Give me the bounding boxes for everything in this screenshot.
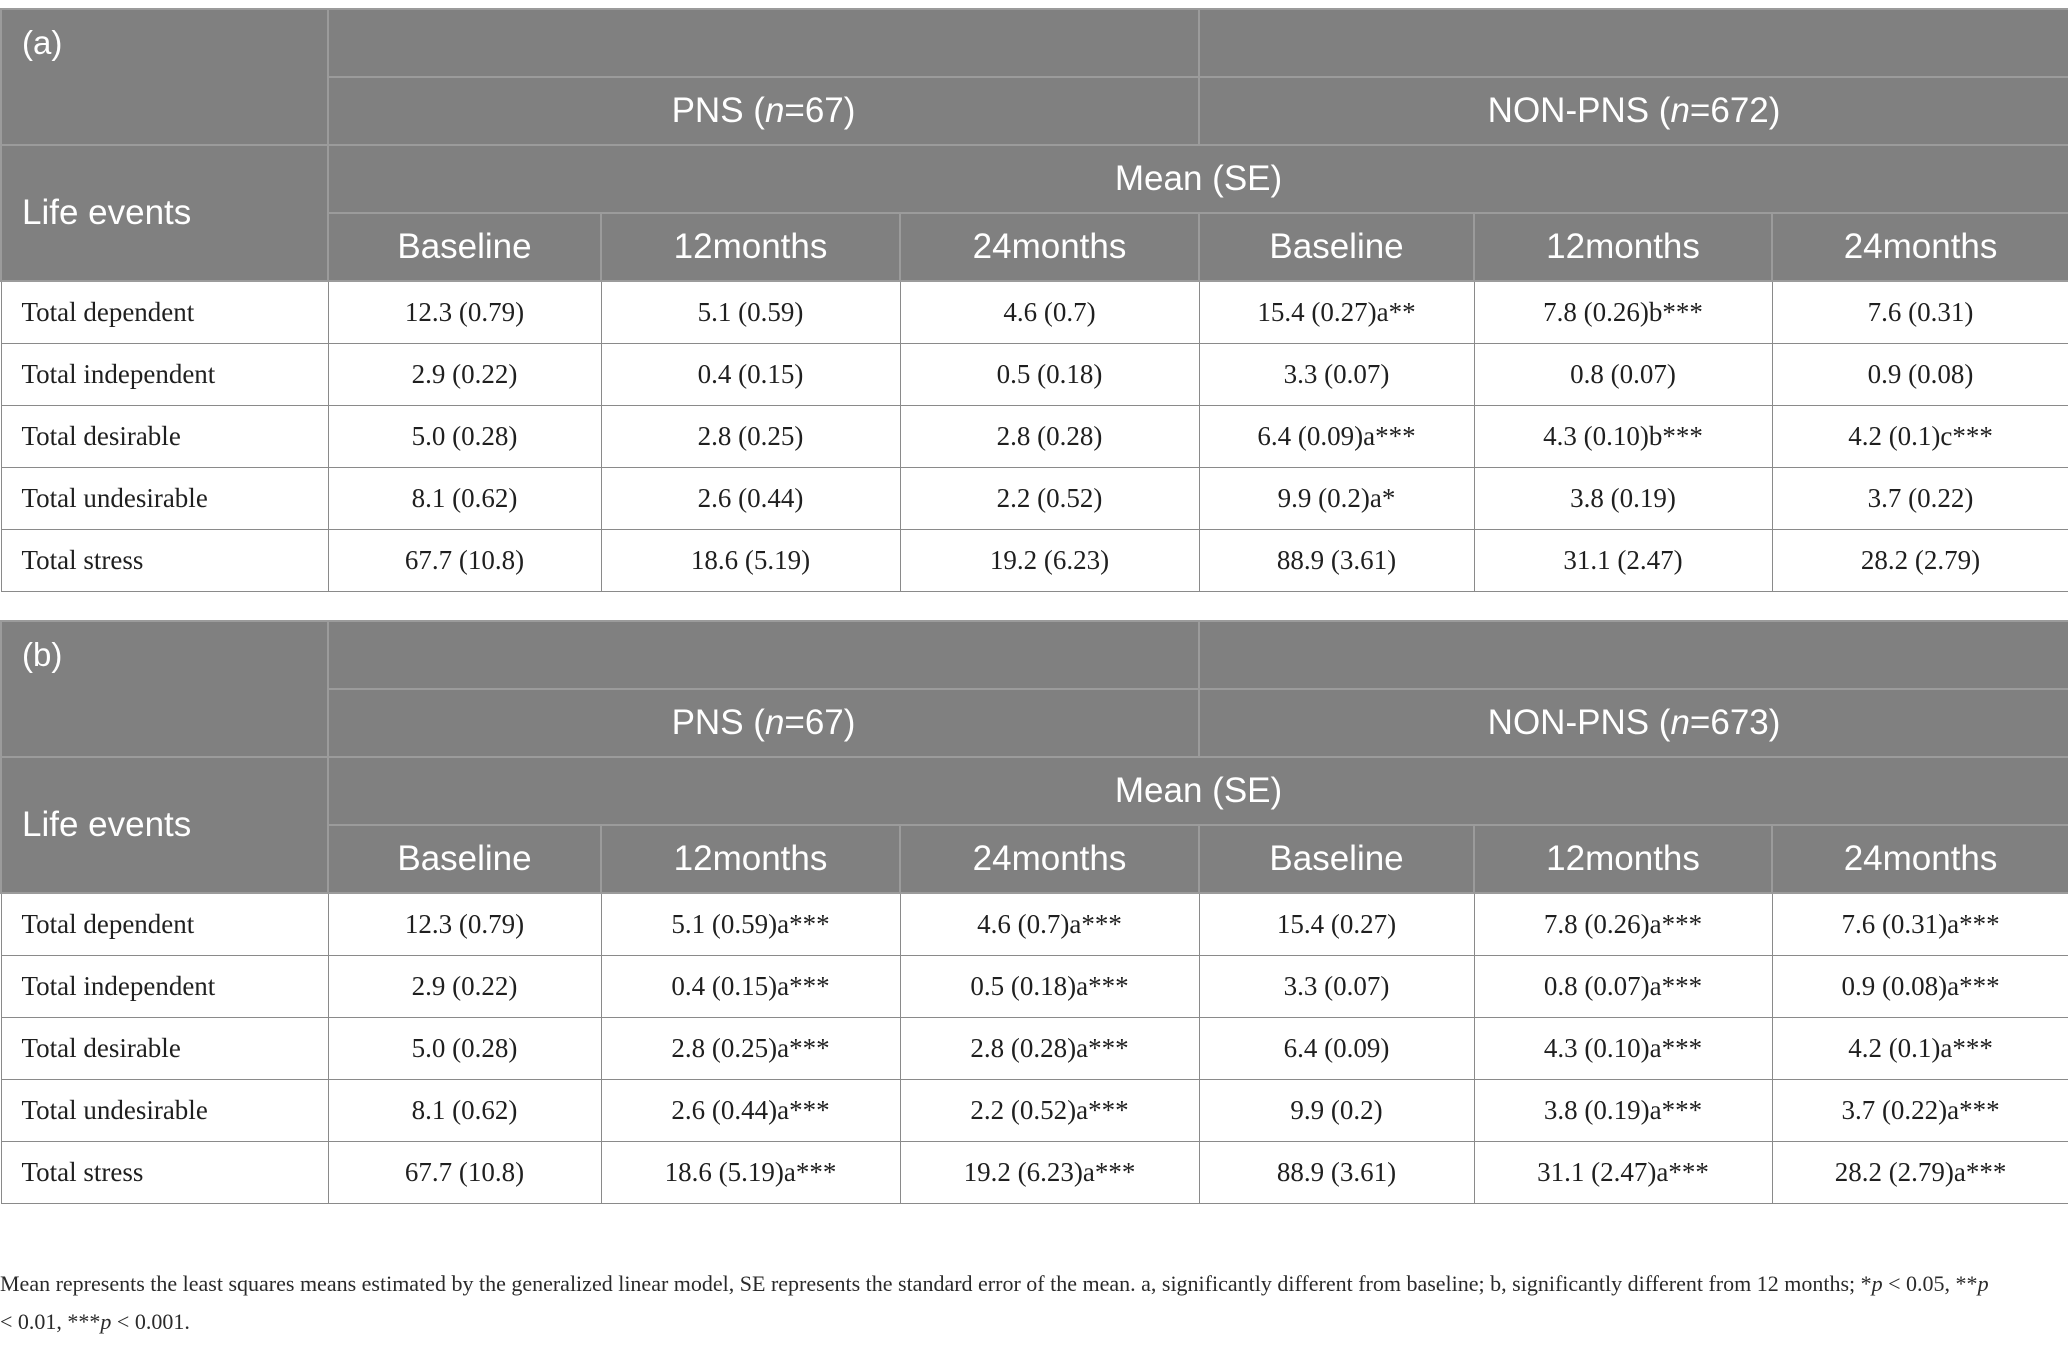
table-cell: 4.6 (0.7)a*** (900, 893, 1199, 955)
table-cell: 0.8 (0.07)a*** (1474, 955, 1772, 1017)
row-label: Total stress (1, 529, 328, 591)
table-cell: 4.2 (0.1)a*** (1772, 1017, 2068, 1079)
row-label: Total desirable (1, 1017, 328, 1079)
table-cell: 2.9 (0.22) (328, 955, 601, 1017)
row-label: Total independent (1, 343, 328, 405)
pns-prefix: PNS ( (671, 91, 765, 130)
non-pns-group-header (1199, 689, 2068, 757)
row-label: Total independent (1, 955, 328, 1017)
table-cell: 3.7 (0.22)a*** (1772, 1079, 2068, 1141)
pns-prefix: PNS ( (671, 703, 765, 742)
table-cell: 2.2 (0.52) (900, 467, 1199, 529)
table-cell: 4.3 (0.10)b*** (1474, 405, 1772, 467)
table-cell: 15.4 (0.27) (1199, 893, 1474, 955)
non-pns-suffix: =672) (1689, 91, 1781, 130)
table-row (1, 955, 2068, 1017)
table-cell: 19.2 (6.23) (900, 529, 1199, 591)
table-cell: 0.8 (0.07) (1474, 343, 1772, 405)
table-row (1, 405, 2068, 467)
table-row (1, 893, 2068, 955)
table-row (1, 343, 2068, 405)
table-cell: 28.2 (2.79)a*** (1772, 1141, 2068, 1203)
column-header: 24months (900, 213, 1199, 281)
table-cell: 7.6 (0.31)a*** (1772, 893, 2068, 955)
table-cell: 0.5 (0.18)a*** (900, 955, 1199, 1017)
pns-group-header (328, 77, 1199, 145)
footnote-p: p (1871, 1271, 1883, 1296)
table-cell: 2.6 (0.44) (601, 467, 900, 529)
table-cell: 6.4 (0.09)a*** (1199, 405, 1474, 467)
table-cell: 2.2 (0.52)a*** (900, 1079, 1199, 1141)
table-row (1, 529, 2068, 591)
table-cell: 4.6 (0.7) (900, 281, 1199, 343)
footnote-text: < 0.05, ** (1882, 1271, 1978, 1296)
row-label: Total desirable (1, 405, 328, 467)
table-panel-a (0, 8, 2068, 592)
table-cell: 18.6 (5.19)a*** (601, 1141, 900, 1203)
header-spacer (328, 621, 1199, 689)
table-row (1, 1141, 2068, 1203)
row-label: Total dependent (1, 281, 328, 343)
footnote-text: < 0.001. (111, 1309, 190, 1334)
table-cell: 7.6 (0.31) (1772, 281, 2068, 343)
table-cell: 31.1 (2.47)a*** (1474, 1141, 1772, 1203)
column-header: Baseline (328, 213, 601, 281)
column-header: 24months (1772, 825, 2068, 893)
table-cell: 3.7 (0.22) (1772, 467, 2068, 529)
column-header: 12months (601, 825, 900, 893)
table-cell: 8.1 (0.62) (328, 1079, 601, 1141)
footnote-p: p (100, 1309, 112, 1334)
footnote-text: < 0.01, *** (0, 1309, 101, 1334)
row-label: Total undesirable (1, 467, 328, 529)
table-cell: 7.8 (0.26)a*** (1474, 893, 1772, 955)
table-cell: 3.8 (0.19) (1474, 467, 1772, 529)
table-cell: 4.2 (0.1)c*** (1772, 405, 2068, 467)
header-spacer (328, 9, 1199, 77)
life-events-header: Life events (1, 757, 328, 893)
table-cell: 0.4 (0.15)a*** (601, 955, 900, 1017)
non-pns-group-header (1199, 77, 2068, 145)
row-label: Total stress (1, 1141, 328, 1203)
table-row (1, 467, 2068, 529)
table-cell: 0.5 (0.18) (900, 343, 1199, 405)
table-cell: 9.9 (0.2)a* (1199, 467, 1474, 529)
row-label: Total dependent (1, 893, 328, 955)
non-pns-n: n (1670, 91, 1690, 130)
table-cell: 18.6 (5.19) (601, 529, 900, 591)
non-pns-prefix: NON-PNS ( (1487, 91, 1671, 130)
pns-n: n (764, 91, 785, 130)
column-header: 24months (900, 825, 1199, 893)
pns-suffix: =67) (784, 91, 856, 130)
pns-group-header (328, 689, 1199, 757)
table-cell: 12.3 (0.79) (328, 281, 601, 343)
non-pns-suffix: =673) (1689, 703, 1781, 742)
table-panel-b (0, 620, 2068, 1204)
table-cell: 5.0 (0.28) (328, 405, 601, 467)
life-events-header: Life events (1, 145, 328, 281)
column-header: 12months (601, 213, 900, 281)
table-row (1, 281, 2068, 343)
non-pns-n: n (1670, 703, 1690, 742)
table-cell: 88.9 (3.61) (1199, 529, 1474, 591)
column-header: Baseline (1199, 213, 1474, 281)
column-header: 12months (1474, 213, 1772, 281)
table-cell: 3.8 (0.19)a*** (1474, 1079, 1772, 1141)
header-spacer (1199, 621, 2068, 689)
table-cell: 15.4 (0.27)a** (1199, 281, 1474, 343)
pns-suffix: =67) (784, 703, 856, 742)
table-cell: 0.9 (0.08) (1772, 343, 2068, 405)
column-header: Baseline (328, 825, 601, 893)
table-cell: 8.1 (0.62) (328, 467, 601, 529)
table-cell: 28.2 (2.79) (1772, 529, 2068, 591)
column-header: Baseline (1199, 825, 1474, 893)
table-cell: 3.3 (0.07) (1199, 955, 1474, 1017)
table-cell: 2.8 (0.25)a*** (601, 1017, 900, 1079)
mean-se-header: Mean (SE) (328, 145, 2068, 213)
panel-b-label: (b) (1, 621, 328, 757)
table-cell: 2.9 (0.22) (328, 343, 601, 405)
non-pns-prefix: NON-PNS ( (1487, 703, 1671, 742)
table-cell: 4.3 (0.10)a*** (1474, 1017, 1772, 1079)
table-row (1, 1017, 2068, 1079)
table-cell: 67.7 (10.8) (328, 1141, 601, 1203)
table-cell: 2.8 (0.28) (900, 405, 1199, 467)
table-row (1, 1079, 2068, 1141)
table-cell: 2.8 (0.28)a*** (900, 1017, 1199, 1079)
panel-a-label: (a) (1, 9, 328, 145)
table-cell: 5.1 (0.59) (601, 281, 900, 343)
table-cell: 2.8 (0.25) (601, 405, 900, 467)
table-footnote (0, 1265, 2000, 1341)
column-header: 12months (1474, 825, 1772, 893)
table-cell: 31.1 (2.47) (1474, 529, 1772, 591)
table-cell: 5.0 (0.28) (328, 1017, 601, 1079)
footnote-p: p (1977, 1271, 1989, 1296)
table-cell: 67.7 (10.8) (328, 529, 601, 591)
table-cell: 88.9 (3.61) (1199, 1141, 1474, 1203)
row-label: Total undesirable (1, 1079, 328, 1141)
table-cell: 0.9 (0.08)a*** (1772, 955, 2068, 1017)
table-cell: 9.9 (0.2) (1199, 1079, 1474, 1141)
table-cell: 0.4 (0.15) (601, 343, 900, 405)
table-cell: 7.8 (0.26)b*** (1474, 281, 1772, 343)
table-cell: 2.6 (0.44)a*** (601, 1079, 900, 1141)
pns-n: n (764, 703, 785, 742)
header-spacer (1199, 9, 2068, 77)
footnote-text: Mean represents the least squares means estimated by the generalized linear model, SE represents the standard error of the mean. a, significantly different from baseline; b, significantly different from 12 months; * (0, 1271, 1872, 1296)
table-cell: 12.3 (0.79) (328, 893, 601, 955)
table-cell: 6.4 (0.09) (1199, 1017, 1474, 1079)
column-header: 24months (1772, 213, 2068, 281)
mean-se-header: Mean (SE) (328, 757, 2068, 825)
table-cell: 19.2 (6.23)a*** (900, 1141, 1199, 1203)
table-cell: 3.3 (0.07) (1199, 343, 1474, 405)
table-cell: 5.1 (0.59)a*** (601, 893, 900, 955)
